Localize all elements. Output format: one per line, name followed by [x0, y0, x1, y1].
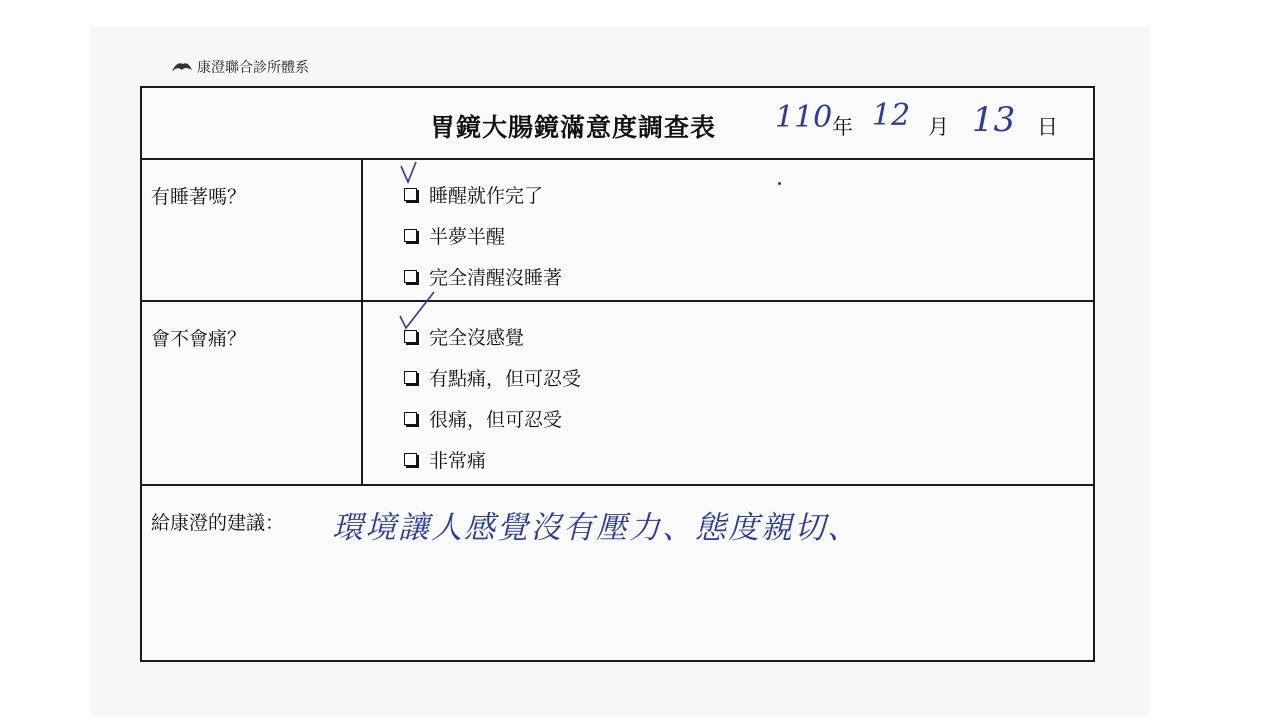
option-item[interactable] — [404, 357, 581, 398]
option-item[interactable] — [404, 215, 562, 256]
option-item[interactable] — [404, 256, 562, 297]
option-label: 半夢半醒 — [429, 226, 506, 248]
column-divider — [361, 302, 363, 484]
clinic-name: 康澄聯合診所體系 — [197, 60, 309, 76]
option-label: 完全清醒沒睡著 — [429, 267, 563, 289]
column-divider — [361, 160, 363, 300]
checkbox-checked[interactable] — [404, 188, 417, 201]
checkmark-icon — [398, 160, 428, 190]
option-label: 很痛，但可忍受 — [429, 409, 563, 431]
option-list — [404, 316, 581, 480]
checkbox[interactable] — [404, 412, 417, 425]
date-day-unit: 日 — [1037, 115, 1058, 139]
checkbox[interactable] — [404, 229, 417, 242]
option-item[interactable] — [404, 398, 581, 439]
date-year: 110 — [775, 100, 833, 135]
question-row-pain — [142, 302, 1093, 486]
option-item[interactable] — [404, 316, 581, 357]
handwritten-suggestion: 環境讓人感覺沒有壓力、態度親切、 — [332, 510, 860, 546]
leaf-logo-icon — [171, 61, 193, 73]
option-label: 非常痛 — [429, 450, 487, 472]
option-label: 有點痛，但可忍受 — [429, 368, 582, 390]
option-item[interactable] — [404, 439, 581, 480]
question-label: 會不會痛？ — [151, 328, 247, 350]
date-year-unit: 年 — [832, 115, 853, 139]
suggestion-label: 給康澄的建議： — [151, 512, 285, 534]
date-month: 12 — [872, 98, 911, 133]
form-title: 胃鏡大腸鏡滿意度調查表 — [430, 113, 717, 142]
option-label: 睡醒就作完了 — [429, 185, 544, 207]
question-row-sleep — [142, 160, 1093, 302]
ink-dot — [778, 182, 781, 185]
title-row — [142, 88, 1093, 160]
date-day: 13 — [972, 100, 1016, 140]
clinic-header — [171, 57, 309, 77]
date-month-unit: 月 — [928, 115, 949, 139]
option-list — [404, 174, 562, 297]
checkbox-checked[interactable] — [404, 330, 417, 343]
checkbox[interactable] — [404, 453, 417, 466]
option-item[interactable] — [404, 174, 562, 215]
question-label: 有睡著嗎？ — [151, 186, 247, 208]
checkbox[interactable] — [404, 270, 417, 283]
suggestion-row — [142, 486, 1093, 660]
checkbox[interactable] — [404, 371, 417, 384]
survey-form — [140, 86, 1095, 662]
option-label: 完全沒感覺 — [429, 327, 525, 349]
